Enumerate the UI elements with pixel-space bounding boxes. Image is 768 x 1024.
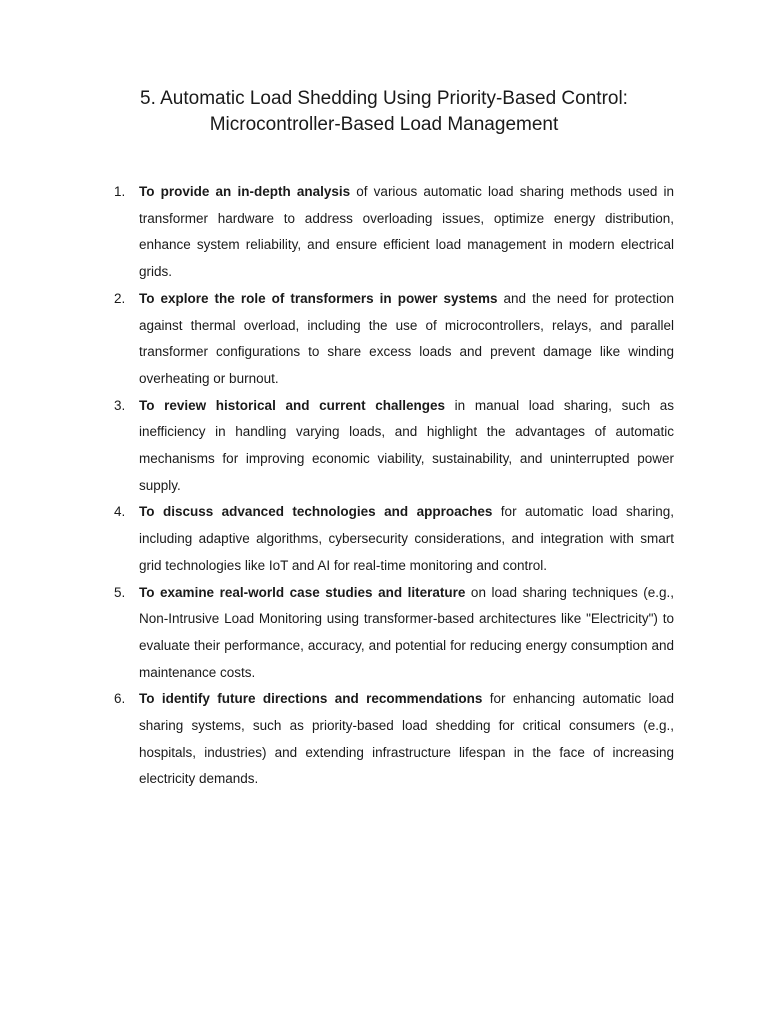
objective-lead: To identify future directions and recommendations — [139, 691, 483, 707]
objective-lead: To provide an in-depth analysis — [139, 184, 351, 199]
objective-text — [139, 580, 674, 687]
objective-text — [139, 286, 674, 393]
objective-number: 5. — [114, 584, 126, 600]
objective-text — [139, 499, 674, 579]
objective-body: of various automatic load sharing methods used in transformer hardware to address overloading issues, optimize energy distribution, enhance system reliability, and ensure efficient load management in modern electrical grids. — [139, 184, 674, 280]
objective-item-3 — [0, 393, 768, 500]
objective-body: for enhancing automatic load sharing systems, such as priority-based load shedding for critical consumers (e.g., hospitals, industries) and extending infrastructure lifespan in the face of increasing electricity demands. — [139, 691, 674, 787]
objective-lead: To explore the role of transformers in power systems — [139, 290, 498, 306]
objective-body: for automatic load sharing, including adaptive algorithms, cybersecurity considerations, and integration with smart grid technologies like IoT and AI for real-time monitoring and control. — [139, 504, 675, 573]
objective-lead: To discuss advanced technologies and approaches — [139, 504, 493, 520]
objective-item-4 — [0, 499, 768, 579]
objective-text — [139, 393, 674, 500]
objective-item-1 — [0, 179, 768, 286]
objectives-list — [0, 179, 768, 793]
objective-body: in manual load sharing, such as inefficiency in handling varying loads, and highlight the advantages of automatic mechanisms for improving economic viability, sustainability, and uninterrupted power supply. — [139, 397, 674, 493]
objective-number: 1. — [114, 184, 126, 199]
objective-lead: To examine real-world case studies and literature — [139, 584, 466, 600]
objective-lead: To review historical and current challenges — [139, 397, 446, 413]
objective-body: on load sharing techniques (e.g., Non-Intrusive Load Monitoring using transformer-based architectures like "Electricity") to evaluate their performance, accuracy, and potential for reducing energy consumption and maintenance costs. — [139, 584, 675, 680]
objective-number: 3. — [114, 397, 126, 413]
title-line-1: 5. Automatic Load Shedding Using Priority-Based Control: — [140, 88, 628, 109]
title-line-2: Microcontroller-Based Load Management — [209, 114, 559, 135]
objective-number: 2. — [114, 290, 126, 306]
objective-body: and the need for protection against thermal overload, including the use of microcontrollers, relays, and parallel transformer configurations to share excess loads and prevent damage like winding overheating or burnout. — [139, 290, 674, 386]
objective-item-5 — [0, 580, 768, 687]
objective-item-6 — [0, 686, 768, 793]
objective-text — [139, 179, 674, 286]
objective-text — [139, 686, 674, 793]
objective-number: 6. — [114, 691, 126, 707]
objective-item-2 — [0, 286, 768, 393]
objective-number: 4. — [114, 504, 126, 520]
page-title — [0, 86, 768, 138]
